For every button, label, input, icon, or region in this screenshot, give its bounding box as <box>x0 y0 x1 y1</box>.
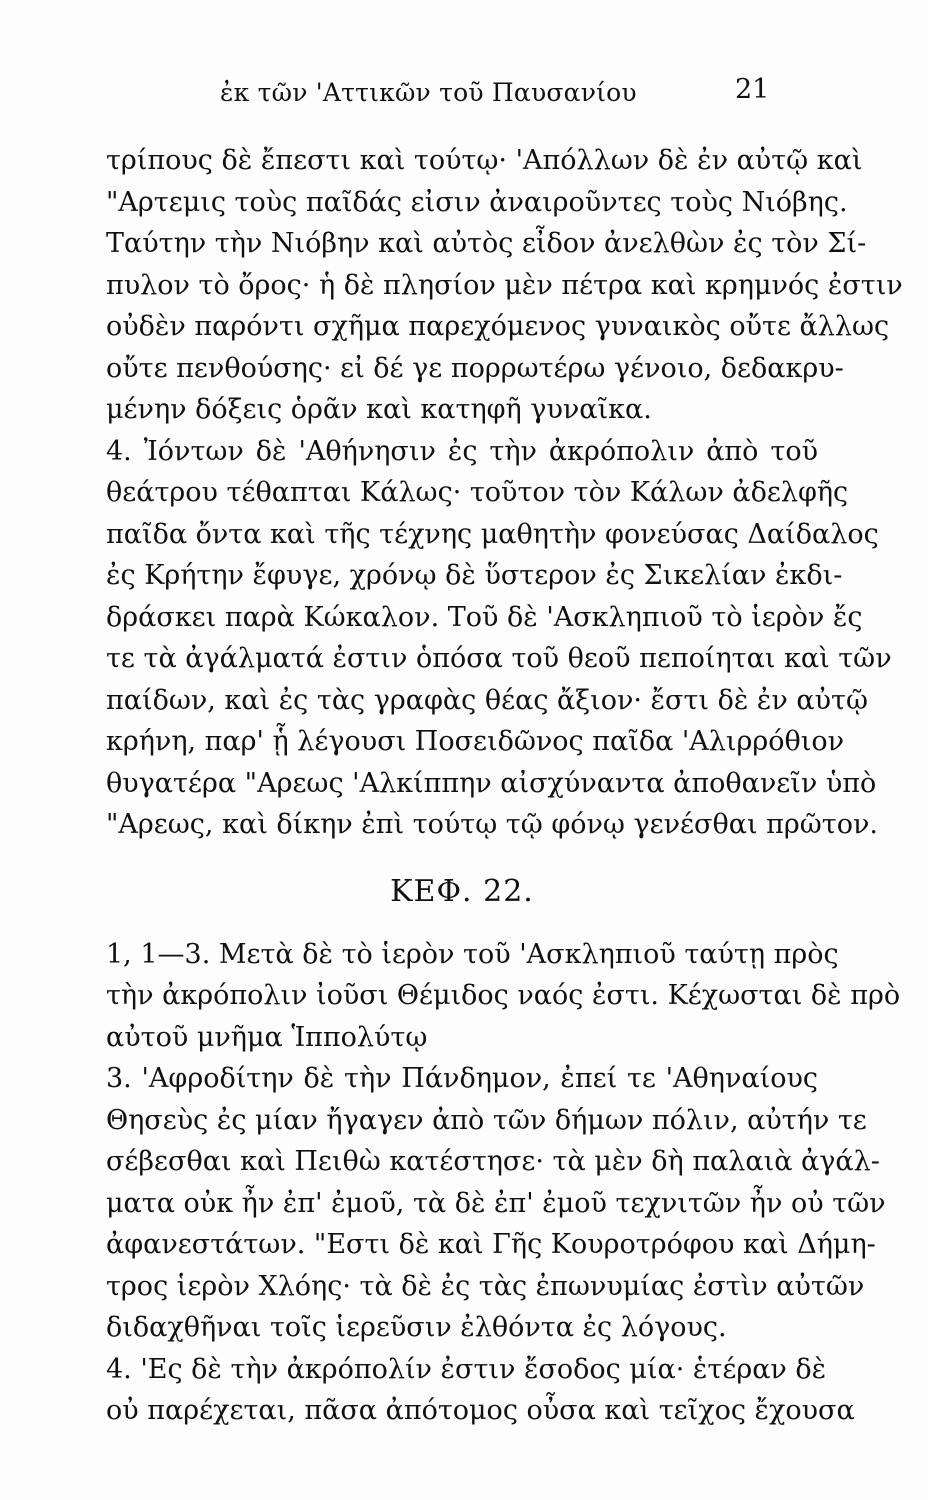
text-line: μένην δόξεις ὁρᾶν καὶ κατηφῆ γυναῖκα. <box>106 394 652 425</box>
text-line: τε τὰ ἀγάλματά ἐστιν ὁπόσα τοῦ θεοῦ πεποίηται καὶ τῶν <box>106 643 892 674</box>
text-line: "Αρτεμις τοὺς παῖδάς εἰσιν ἀναιροῦντες τοὺς Νιόβης. <box>106 186 848 218</box>
text-line: Θησεὺς ἐς μίαν ἤγαγεν ἀπὸ τῶν δήμων πόλιν, αὐτήν τε <box>106 1104 867 1136</box>
text-line: τὴν ἀκρόπολιν ἰοῦσι Θέμιδος ναός ἐστι. Κέχωσται δὲ πρὸ <box>106 980 901 1011</box>
page-number: 21 <box>735 74 770 105</box>
text-line: οὐ παρέχεται, πᾶσα ἀπότομος οὖσα καὶ τεῖχος ἔχουσα <box>106 1395 855 1426</box>
text-line: δράσκει παρὰ Κώκαλον. Τοῦ δὲ 'Ασκληπιοῦ τὸ ἱερὸν ἔς <box>106 601 863 633</box>
paragraph <box>106 1349 855 1432</box>
text-line: 4. 'Ες δὲ τὴν ἀκρόπολίν ἐστιν ἔσοδος μία· ἑτέραν δὲ <box>106 1353 827 1385</box>
text-line: 3. 'Αφροδίτην δὲ τὴν Πάνδημον, ἐπεί τε 'Αθηναίους <box>106 1063 818 1094</box>
text-line: θυγατέρα "Αρεως 'Αλκίππην αἰσχύναντα ἀποθανεῖν ὑπὸ <box>106 767 877 799</box>
paragraph <box>106 934 901 1059</box>
text-line: τρος ἱερὸν Χλόης· τὰ δὲ ἐς τὰς ἐπωνυμίας ἐστὶν αὐτῶν <box>106 1270 865 1302</box>
text-line: ἀφανεστάτων. "Εστι δὲ καὶ Γῆς Κουροτρόφου καὶ Δήμη- <box>106 1229 876 1260</box>
text-line: κρήνη, παρ' ᾗ λέγουσι Ποσειδῶνος παῖδα 'Αλιρρόθιον <box>106 726 845 757</box>
text-line: οὐδὲν παρόντι σχῆμα παρεχόμενος γυναικὸς οὔτε ἄλλως <box>106 311 890 342</box>
text-line: Ταύτην τὴν Νιόβην καὶ αὐτὸς εἶδον ἀνελθὼν ἐς τὸν Σί- <box>106 228 867 259</box>
text-line: πυλον τὸ ὄρος· ἡ δὲ πλησίον μὲν πέτρα καὶ κρημνός ἐστιν <box>106 269 903 301</box>
text-line: παῖδα ὄντα καὶ τῆς τέχνης μαθητὴν φονεύσας Δαίδαλος <box>106 518 879 550</box>
text-line: αὐτοῦ μνῆμα Ἱππολύτῳ <box>106 1021 428 1053</box>
text-line: παίδων, καὶ ἐς τὰς γραφὰς θέας ἄξιον· ἔστι δὲ ἐν αὐτῷ <box>106 684 868 716</box>
paragraph <box>106 1058 886 1349</box>
text-line: 4. Ἰόντων δὲ 'Αθήνησιν ἐς τὴν ἀκρόπολιν ἀπὸ τοῦ <box>106 435 818 467</box>
text-line: διδαχθῆναι τοῖς ἱερεῦσιν ἐλθόντα ἐς λόγους. <box>106 1312 727 1343</box>
text-line: τρίπους δὲ ἔπεστι καὶ τούτῳ· 'Απόλλων δὲ ἐν αὐτῷ καὶ <box>106 145 863 176</box>
body-text <box>106 140 903 1432</box>
text-line: σέβεσθαι καὶ Πειθὼ κατέστησε· τὰ μὲν δὴ παλαιὰ ἀγάλ- <box>106 1146 880 1177</box>
text-line: "Αρεως, καὶ δίκην ἐπὶ τούτῳ τῷ φόνῳ γενέσθαι πρῶτον. <box>106 809 878 840</box>
text-line: ἐς Κρήτην ἔφυγε, χρόνῳ δὲ ὕστερον ἐς Σικελίαν ἐκδι- <box>106 560 843 591</box>
chapter-heading: ΚΕΦ. 22. <box>390 873 534 909</box>
paragraph <box>106 140 903 431</box>
text-line: οὔτε πενθούσης· εἰ δέ γε πορρωτέρω γένοιο, δεδακρυ- <box>106 352 844 384</box>
text-line: θεάτρου τέθαπται Κάλως· τοῦτον τὸν Κάλων ἀδελφῆς <box>106 477 849 508</box>
running-title: ἐκ τῶν 'Αττικῶν τοῦ Παυσανίου <box>220 78 637 107</box>
paragraph <box>106 431 892 846</box>
text-line: ματα οὐκ ἦν ἐπ' ἐμοῦ, τὰ δὲ ἐπ' ἐμοῦ τεχνιτῶν ἦν οὐ τῶν <box>106 1187 886 1219</box>
text-line: 1, 1—3. Μετὰ δὲ τὸ ἱερὸν τοῦ 'Ασκληπιοῦ ταύτῃ πρὸς <box>106 938 839 970</box>
